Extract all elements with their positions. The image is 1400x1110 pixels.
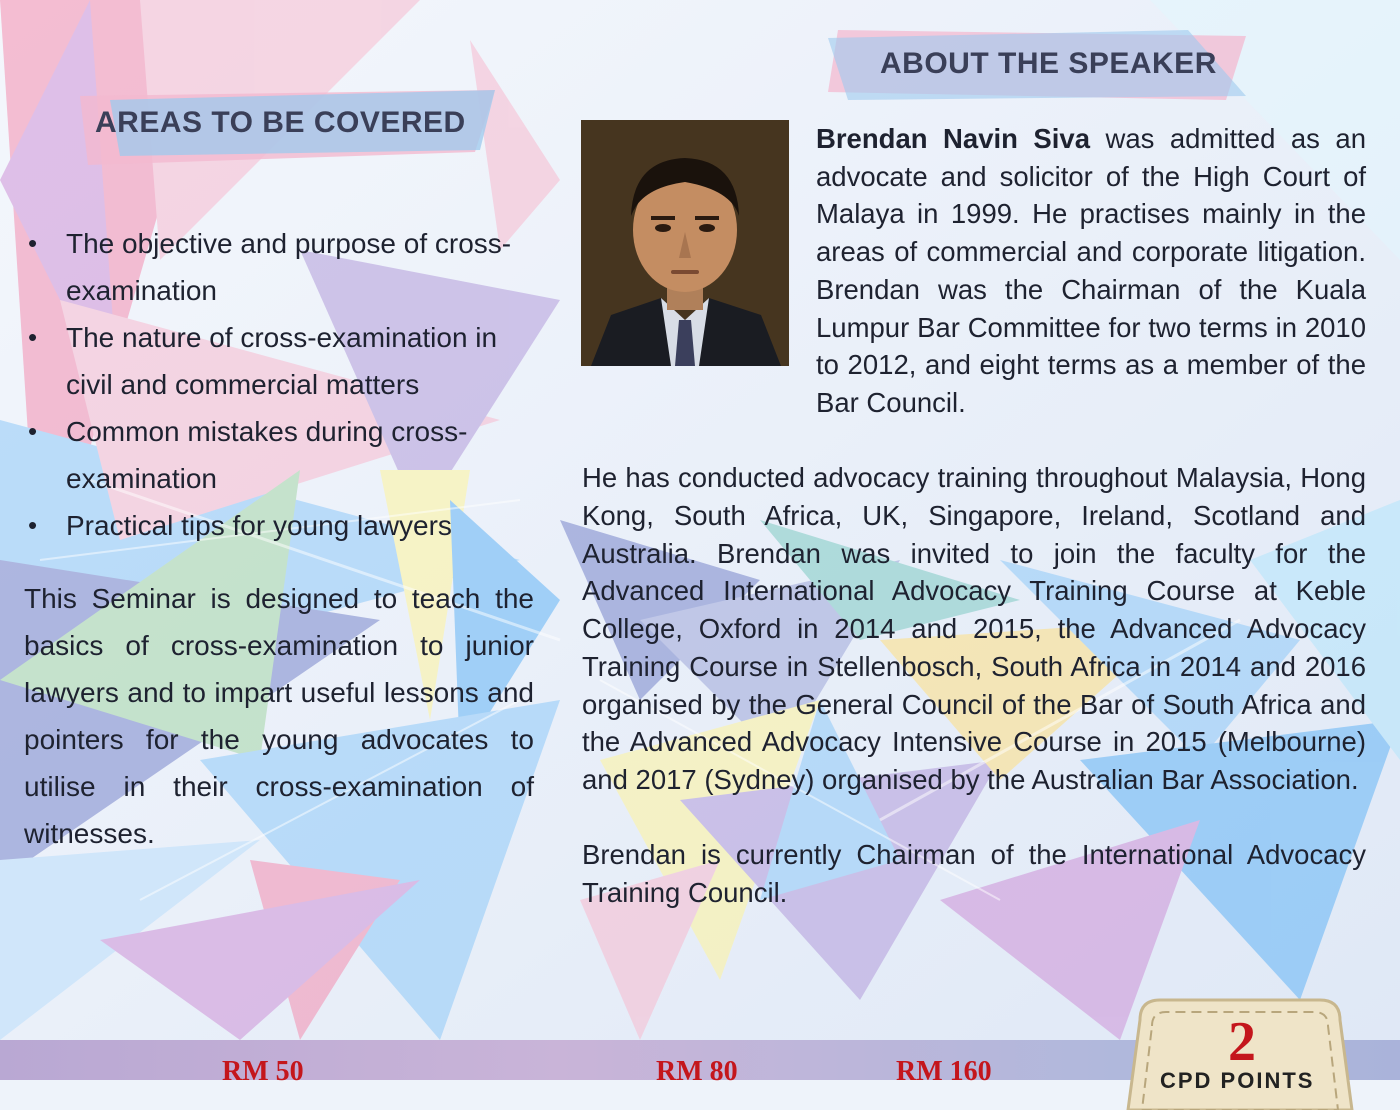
speaker-heading: ABOUT THE SPEAKER xyxy=(880,47,1217,80)
speaker-bio xyxy=(582,120,1366,949)
price-label: RM 80 xyxy=(656,1056,738,1087)
topics-list xyxy=(28,220,548,549)
list-item: • The objective and purpose of cross-examination xyxy=(28,220,548,314)
list-item: • Practical tips for young lawyers xyxy=(28,502,548,549)
price-label: RM 160 xyxy=(896,1056,992,1087)
seminar-description: This Seminar is designed to teach the basics of cross-examination to junior lawyers and to impart useful lessons and pointers for the young advocates to utilise in their cross-examination of witnesses. xyxy=(24,583,534,849)
bio-paragraph: Brendan is currently Chairman of the International Advocacy Training Council. xyxy=(582,839,1366,909)
areas-heading: AREAS TO BE COVERED xyxy=(95,106,466,139)
price-label: RM 50 xyxy=(222,1056,304,1087)
speaker-name: Brendan Navin Siva xyxy=(816,123,1090,154)
cpd-points-label: CPD POINTS xyxy=(1160,1068,1315,1093)
areas-heading-banner xyxy=(80,90,495,165)
bio-text: was admitted as an advocate and solicitor of the High Court of Malaya in 1999. He practises mainly in the areas of commercial and corporate litigation. Brendan was the Chairman of the Kuala Lumpur Bar Committee for two terms in 2010 to 2012, and eight terms as a member of the Bar Council. xyxy=(816,123,1366,418)
list-item: • Common mistakes during cross-examination xyxy=(28,408,548,502)
list-item: • The nature of cross-examination in civil and commercial matters xyxy=(28,314,548,408)
bio-paragraph: He has conducted advocacy training throughout Malaysia, Hong Kong, South Africa, UK, Singapore, Ireland, Scotland and Australia. Brendan was invited to join the faculty for the Advanced International Advocacy Training Course at Keble College, Oxford in 2014 and 2015, the Advanced Advocacy Training Course in Stellenbosch, South Africa in 2014 and 2016 organised by the General Council of the Bar of South Africa and the Advanced Advocacy Intensive Course in 2015 (Melbourne) and 2017 (Sydney) organised by the Australian Bar Association. xyxy=(582,462,1366,795)
speaker-heading-banner xyxy=(828,30,1246,100)
cpd-points-number: 2 xyxy=(1228,1011,1256,1073)
